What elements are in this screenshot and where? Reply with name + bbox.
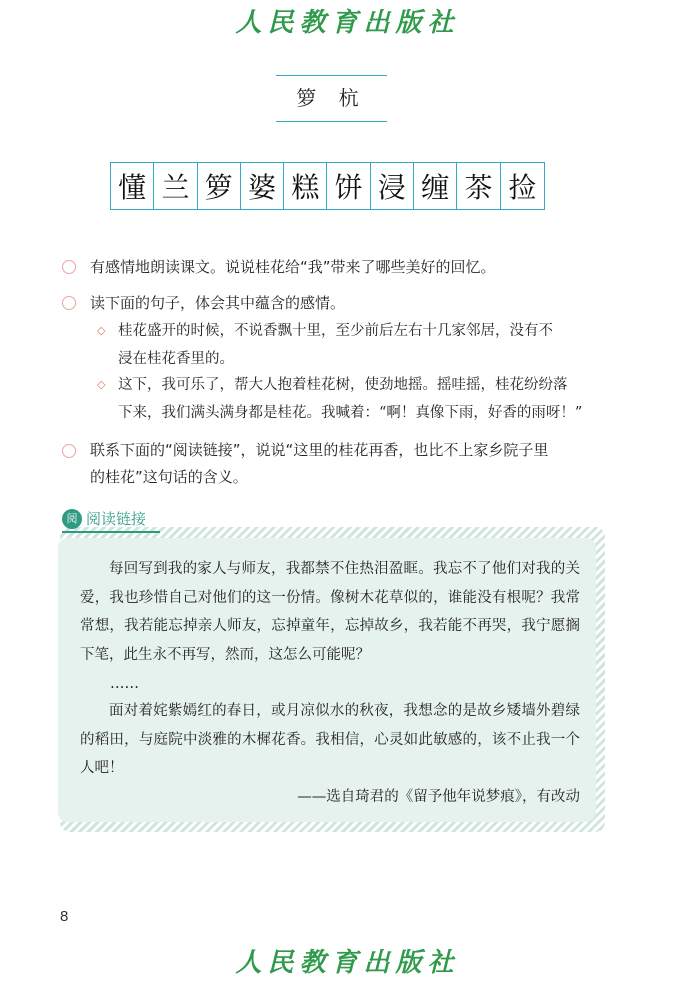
reading-ellipsis: …… — [110, 676, 139, 692]
sentence-1-line-1: 桂花盛开的时候，不说香飘十里，至少前后左右十几家邻居，没有不 — [118, 323, 553, 339]
character-cell: 茶 — [457, 163, 500, 209]
diamond-bullet-icon: ◇ — [97, 378, 106, 391]
reading-paragraph-2: 面对着姹紫嫣红的春日，或月凉似水的秋夜，我想念的是故乡矮墙外碧绿的稻田，与庭院中淡雅的木樨花香。我相信，心灵如此敏感的，该不止我一个人吧！ — [80, 703, 580, 776]
question-3-line-2: 的桂花”这句话的含义。 — [90, 468, 248, 486]
question-3-line-1: 联系下面的“阅读链接”，说说“这里的桂花再香，也比不上家乡院子里 — [90, 441, 549, 459]
sentence-2-line-1: 这下，我可乐了，帮大人抱着桂花树，使劲地摇。摇哇摇，桂花纷纷落 — [118, 377, 568, 393]
character-cell: 捡 — [508, 171, 537, 204]
character-cell: 兰 — [154, 163, 197, 209]
character-cell: 糕 — [284, 163, 327, 209]
reading-link-title: 阅读链接 — [86, 510, 147, 528]
character-cell: 箩 — [198, 163, 241, 209]
character-cell: 懂 — [111, 163, 154, 209]
reading-link-header — [62, 508, 146, 529]
publisher-logo-top: 人民教育出版社 — [235, 8, 460, 38]
character-cell: 缠 — [414, 163, 457, 209]
reading-book-icon: 阅 — [62, 509, 82, 529]
publisher-logo-bottom: 人民教育出版社 — [235, 948, 460, 978]
character-grid — [110, 162, 545, 210]
question-marker-icon — [62, 260, 76, 274]
question-2: 读下面的句子，体会其中蕴含的感情。 — [90, 294, 346, 312]
sentence-1-line-2: 浸在桂花香里的。 — [118, 351, 234, 367]
sentence-2-line-2: 下来，我们满头满身都是桂花。我喊着：“啊！真像下雨，好香的雨呀！” — [118, 405, 583, 421]
page-number: 8 — [60, 908, 69, 925]
character-cell: 浸 — [371, 163, 414, 209]
character-cell: 婆 — [241, 163, 284, 209]
question-marker-icon — [62, 444, 76, 458]
character-cell: 饼 — [327, 163, 370, 209]
reading-paragraph-1: 每回写到我的家人与师友，我都禁不住热泪盈眶。我忘不了他们对我的关爱，我也珍惜自己对他们的这一份情。像树木花草似的，谁能没有根呢？我常常想，我若能忘掉亲人师友，忘掉童年，忘掉故乡，我若能不再哭，我宁愿搁下笔，此生永不再写，然而，这怎么可能呢？ — [80, 561, 580, 663]
vocabulary-box: 箩 杭 — [276, 75, 387, 122]
question-1: 有感情地朗读课文。说说桂花给“我”带来了哪些美好的回忆。 — [90, 258, 496, 276]
question-marker-icon — [62, 296, 76, 310]
diamond-bullet-icon: ◇ — [97, 324, 106, 337]
reading-link-underline — [62, 531, 160, 533]
reading-source: ——选自琦君的《留予他年说梦痕》，有改动 — [297, 789, 580, 805]
